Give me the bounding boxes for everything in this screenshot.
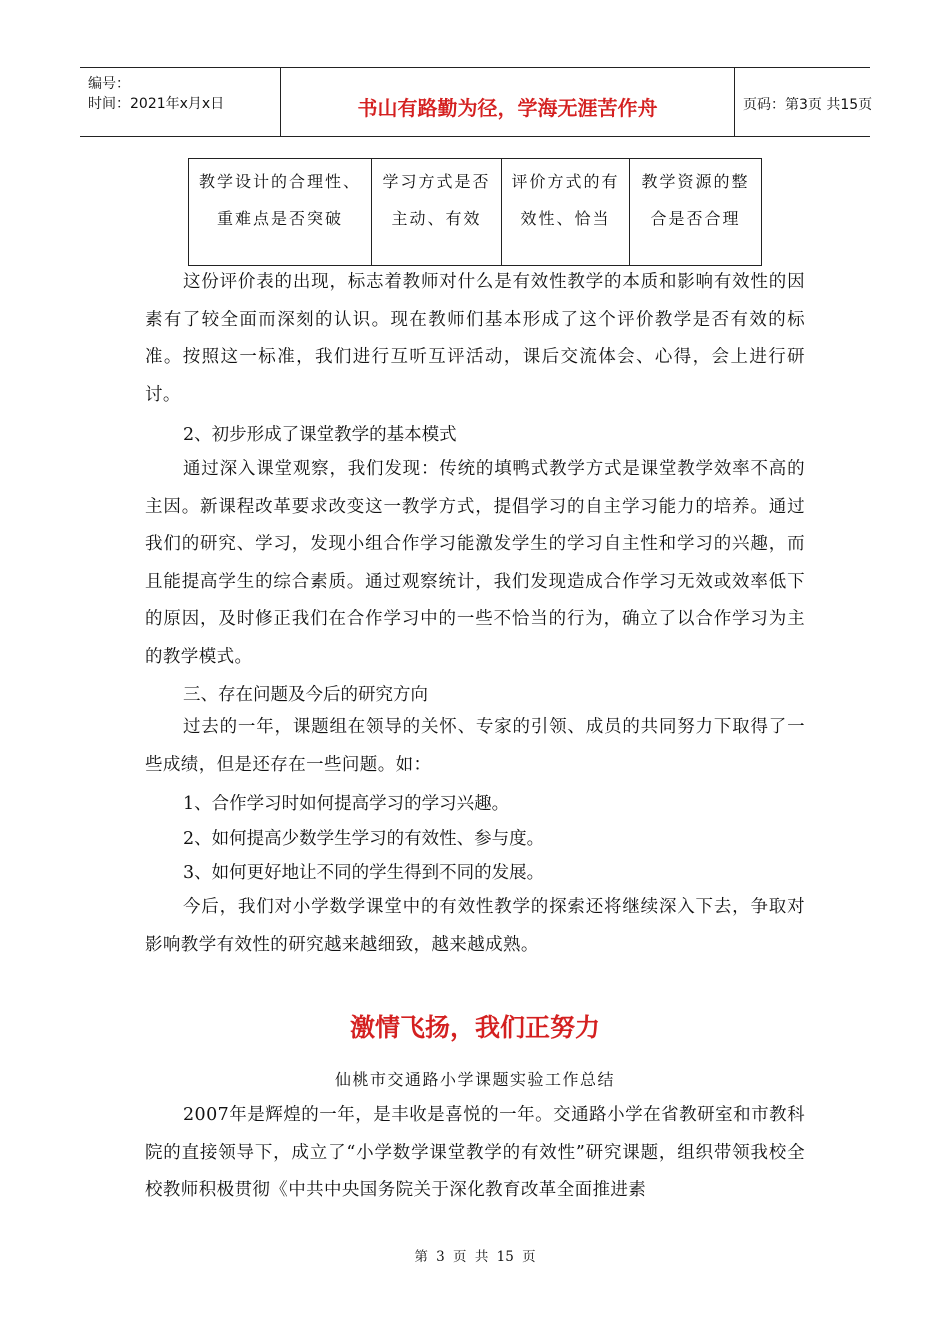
article-subtitle: 仙桃市交通路小学课题实验工作总结	[334, 1070, 615, 1089]
article-title: 激情飞扬，我们正努力	[349, 1013, 600, 1042]
page-footer: 第 3 页 共 15 页	[414, 1249, 536, 1265]
header-motto-cell	[280, 68, 735, 136]
header-motto: 书山有路勤为径，学海无涯苦作舟	[357, 96, 658, 120]
header-page-cell	[735, 68, 873, 136]
section-heading: 2、初步形成了课堂教学的基本模式	[183, 425, 457, 445]
list-item: 2、如何提高少数学生学习的有效性、参与度。	[183, 829, 545, 849]
header-page-info: 页码：第3页 共15页	[743, 97, 873, 113]
paragraph: 今后，我们对小学数学课堂中的有效性教学的探索还将继续深入下去，争取对影响教学有效性的研究越来越细致，越来越成熟。	[145, 897, 805, 955]
document-number: 编号：	[88, 76, 130, 92]
paragraph: 通过深入课堂观察，我们发现：传统的填鸭式教学方式是课堂教学效率不高的主因。新课程改革要求改变这一教学方式，提倡学习的自主学习能力的培养。通过我们的研究、学习，发现小组合作学习能激发学生的学习自主性和学习的兴趣，而且能提高学生的综合素质。通过观察统计，我们发现造成合作学习无效或效率低下的原因，及时修正我们在合作学习中的一些不恰当的行为，确立了以合作学习为主的教学模式。	[145, 459, 805, 667]
table-cell: 评价方式的有效性、恰当	[502, 159, 630, 266]
header-meta-cell	[80, 68, 280, 136]
paragraph: 这份评价表的出现，标志着教师对什么是有效性教学的本质和影响有效性的因素有了较全面而深刻的认识。现在教师们基本形成了这个评价教学是否有效的标准。按照这一标准，我们进行互听互评活动，课后交流体会、心得，会上进行研讨。	[145, 272, 805, 405]
paragraph: 过去的一年，课题组在领导的关怀、专家的引领、成员的共同努力下取得了一些成绩，但是还存在一些问题。如：	[145, 717, 805, 775]
table-cell: 教学设计的合理性、重难点是否突破	[189, 159, 372, 266]
page-header	[80, 67, 873, 137]
paragraph: 2007年是辉煌的一年，是丰收是喜悦的一年。交通路小学在省教研室和市教科院的直接领导下，成立了“小学数学课堂教学的有效性”研究课题，组织带领我校全校教师积极贯彻《中共中央国务院关于深化教育改革全面推进素	[145, 1105, 805, 1200]
section-heading: 三、存在问题及今后的研究方向	[183, 685, 428, 705]
table-cell: 教学资源的整合是否合理	[630, 159, 762, 266]
table-cell: 学习方式是否主动、有效	[372, 159, 502, 266]
list-item: 3、如何更好地让不同的学生得到不同的发展。	[183, 863, 545, 883]
document-date: 时间：2021年x月x日	[88, 96, 225, 112]
list-item: 1、合作学习时如何提高学习的学习兴趣。	[183, 794, 510, 814]
table-row	[189, 159, 762, 266]
evaluation-table	[188, 158, 762, 266]
